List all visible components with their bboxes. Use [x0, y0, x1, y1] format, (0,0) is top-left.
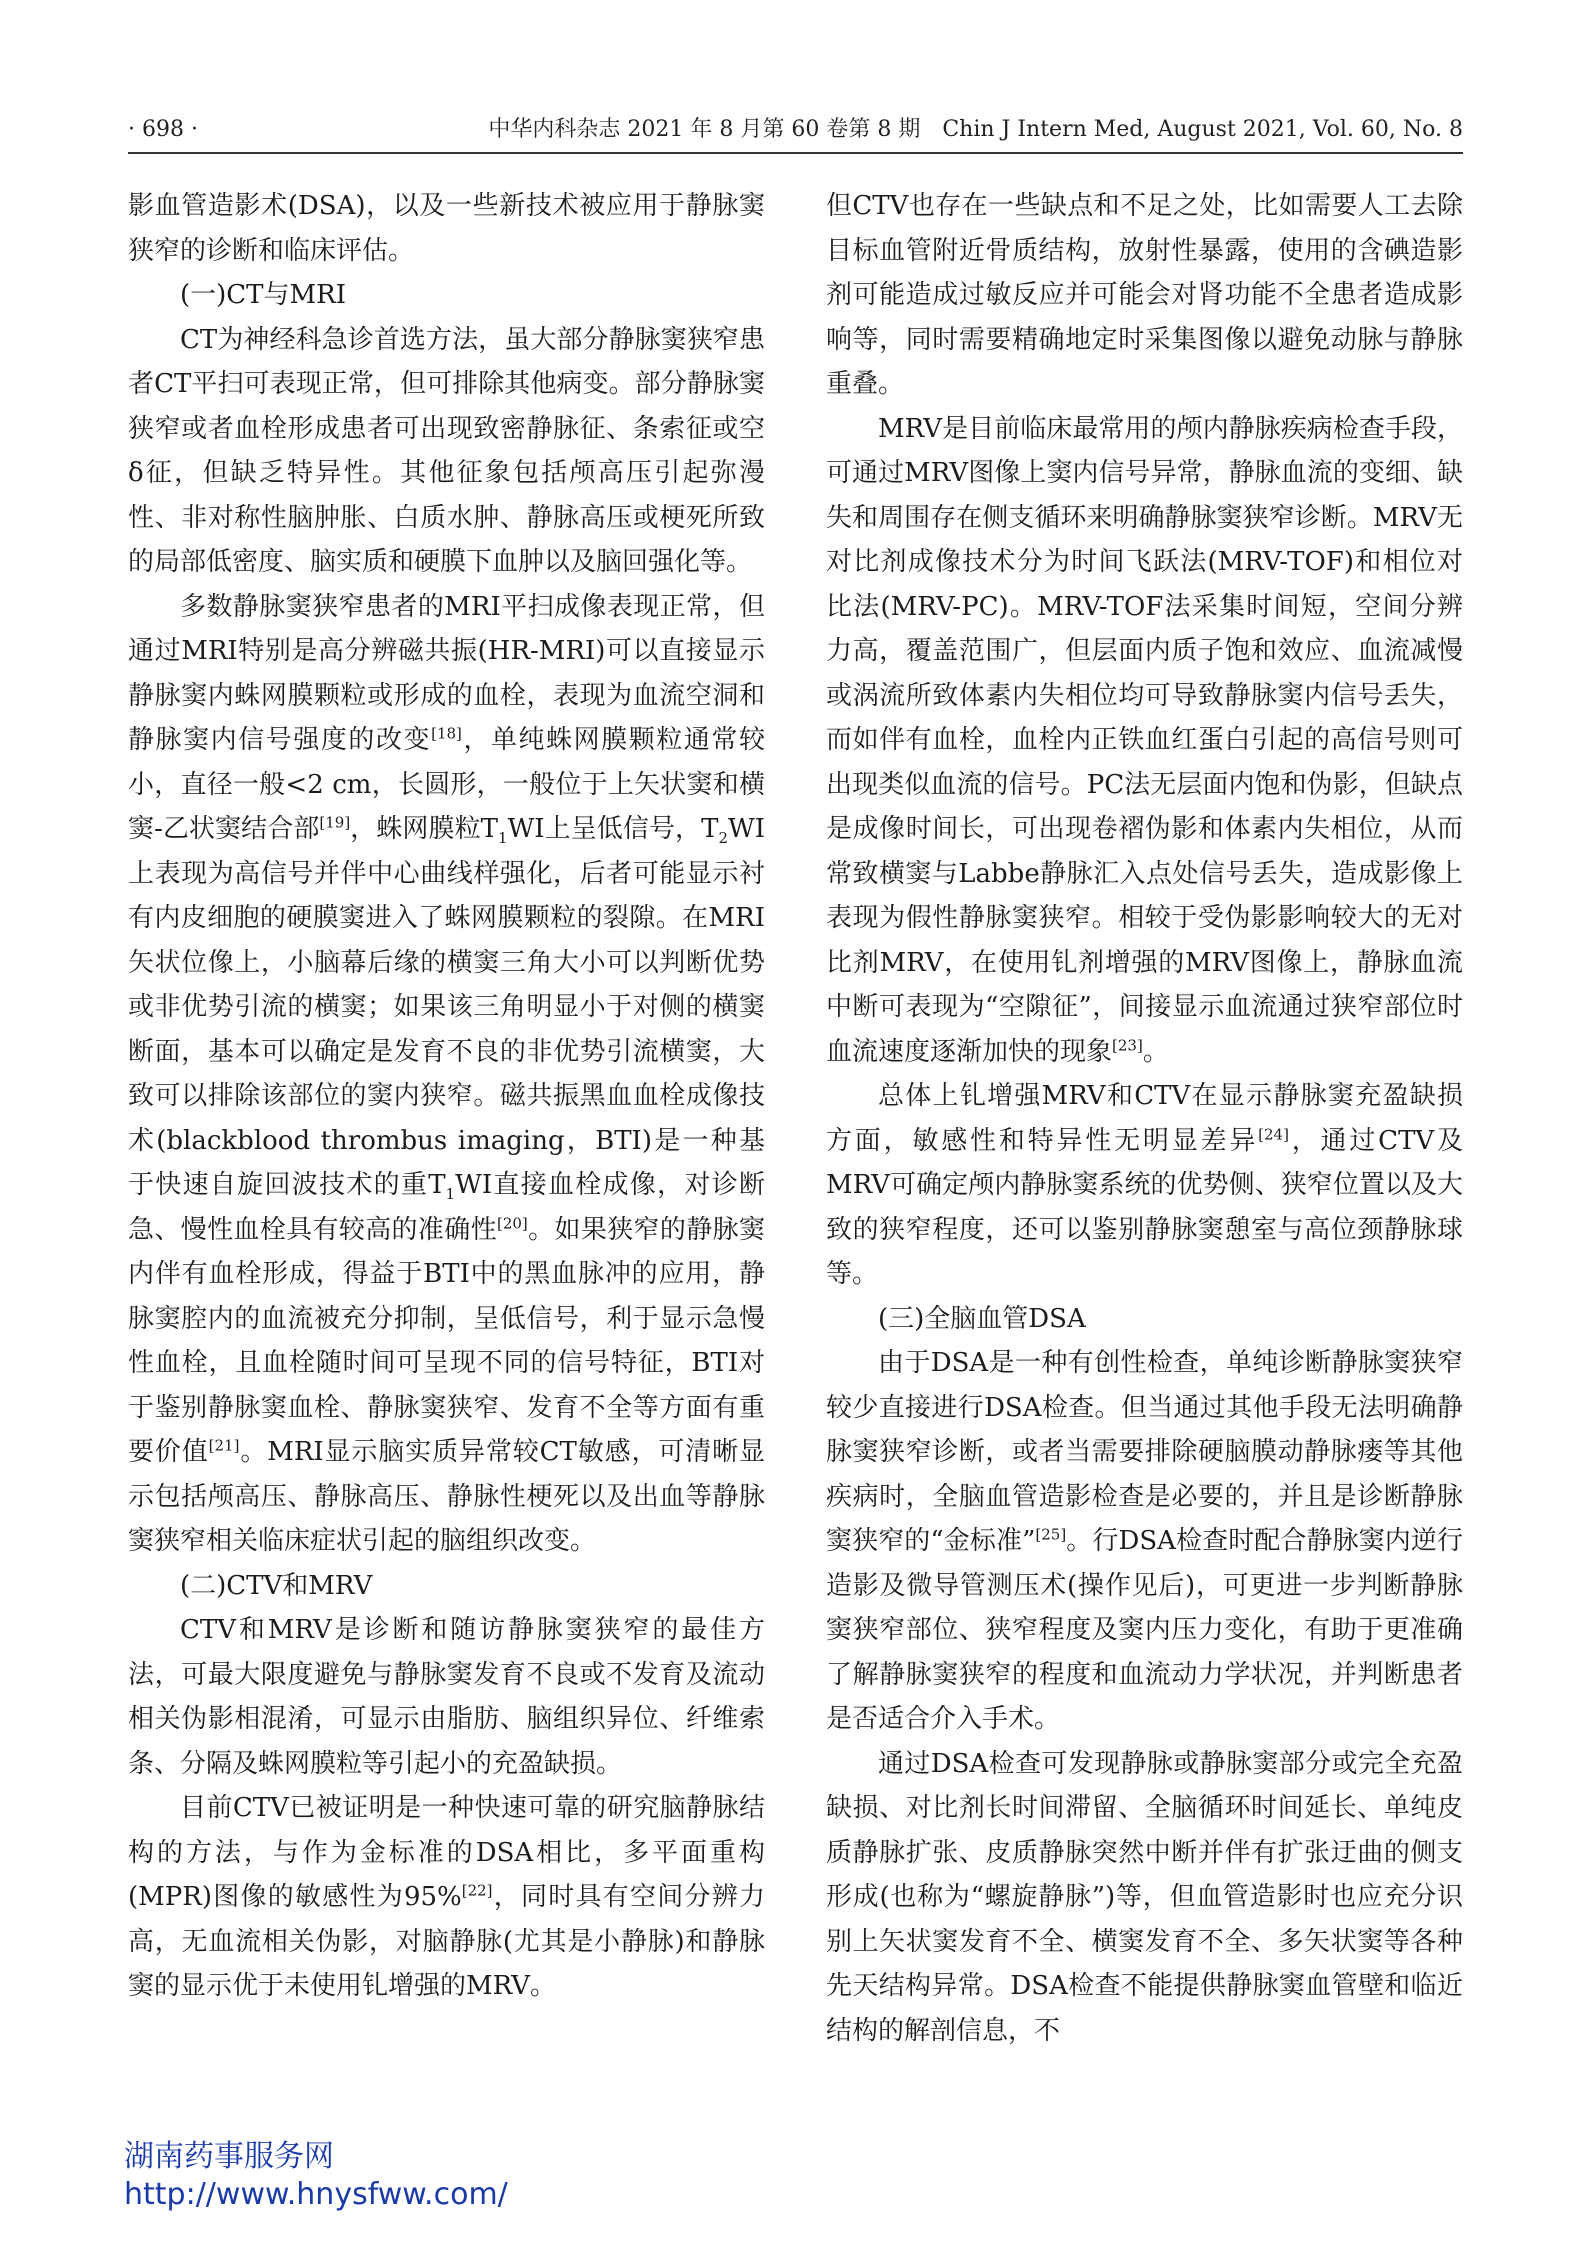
paragraph-ct: CT为神经科急诊首选方法，虽大部分静脉窦狭窄患者CT平扫可表现正常，但可排除其他病变。部分静脉窦狭窄或者血栓形成患者可出现致密静脉征、条索征或空δ征，但缺乏特异性。其他征象包括颅高压引起弥漫性、非对称性脑肿胀、白质水肿、静脉高压或梗死所致的局部低密度、脑实质和硬膜下血肿以及脑回强化等。 [128, 324, 765, 577]
paragraph-intro-continued: 影血管造影术(DSA)，以及一些新技术被应用于静脉窦狭窄的诊断和临床评估。 [128, 191, 765, 266]
citation-ref: [24] [1258, 1124, 1289, 1143]
section-heading-ct-mri: (一)CT与MRI [180, 280, 346, 310]
citation-ref: [20] [496, 1213, 528, 1232]
paragraph-summary: 总体上钆增强MRV和CTV在显示静脉窦充盈缺损方面，敏感性和特异性无明显差异[24]，通过CTV及MRV可确定颅内静脉窦系统的优势侧、狭窄位置以及大致的狭窄程度，还可以鉴别静脉窦憩室与高位颈静脉球等。 [826, 1081, 1463, 1289]
page-header [128, 112, 1463, 148]
paragraph-ctv: 目前CTV已被证明是一种快速可靠的研究脑静脉结构的方法，与作为金标准的DSA相比，多平面重构(MPR)图像的敏感性为95%[22]，同时具有空间分辨力高，无血流相关伪影，对脑静脉(尤其是小静脉)和静脉窦的显示优于未使用钆增强的MRV。 [128, 1793, 765, 2001]
citation-ref: [19] [319, 813, 351, 832]
paragraph-dsa: 由于DSA是一种有创性检查，单纯诊断静脉窦狭窄较少直接进行DSA检查。但当通过其他手段无法明确静脉窦狭窄诊断，或者当需要排除硬脑膜动静脉瘘等其他疾病时，全脑血管造影检查是必要的，并且是诊断静脉窦狭窄的“金标准”[25]。行DSA检查时配合静脉窦内逆行造影及微导管测压术(操作见后)，可更进一步判断静脉窦狭窄部位、狭窄程度及窦内压力变化，有助于更准确了解静脉窦狭窄的程度和血流动力学状况，并判断患者是否适合介入手术。 [826, 1348, 1463, 1734]
paragraph-ctv-continued: 但CTV也存在一些缺点和不足之处，比如需要人工去除目标血管附近骨质结构，放射性暴露，使用的含碘造影剂可能造成过敏反应并可能会对肾功能不全患者造成影响等，同时需要精确地定时采集图像以避免动脉与静脉重叠。 [826, 191, 1463, 399]
page-number: · 698 · [128, 117, 198, 142]
section-heading-dsa: (三)全脑血管DSA [878, 1303, 1086, 1334]
paragraph-mrv: MRV是目前临床最常用的颅内静脉疾病检查手段，可通过MRV图像上窦内信号异常，静脉血流的变细、缺失和周围存在侧支循环来明确静脉窦狭窄诊断。MRV无对比剂成像技术分为时间飞跃法(MRV-TOF)和相位对比法(MRV-PC)。MRV-TOF法采集时间短，空间分辨力高，覆盖范围广，但层面内质子饱和效应、血流减慢或涡流所致体素内失相位均可导致静脉窦内信号丢失，而如伴有血栓，血栓内正铁血红蛋白引起的高信号则可出现类似血流的信号。PC法无层面内饱和伪影，但缺点是成像时间长，可出现卷褶伪影和体素内失相位，从而常致横窦与Labbe静脉汇入点处信号丢失，造成影像上表现为假性静脉窦狭窄。相较于受伪影影响较大的无对比剂MRV，在使用钆剂增强的MRV图像上，静脉血流中断可表现为“空隙征”，间接显示血流通过狭窄部位时血流速度逐渐加快的现象[23]。 [826, 413, 1463, 1067]
watermark-site-name: 湖南药事服务网 [124, 2139, 334, 2174]
right-column [826, 184, 1463, 2053]
header-rule [128, 152, 1463, 154]
citation-ref: [18] [431, 724, 462, 743]
citation-ref: [23] [1112, 1035, 1143, 1054]
section-heading-ctv-mrv: (二)CTV和MRV [180, 1570, 373, 1601]
paragraph-ctv-mrv: CTV和MRV是诊断和随访静脉窦狭窄的最佳方法，可最大限度避免与静脉窦发育不良或不发育及流动相关伪影相混淆，可显示由脂肪、脑组织异位、纤维索条、分隔及蛛网膜粒等引起小的充盈缺损。 [128, 1615, 765, 1779]
paragraph-dsa-findings: 通过DSA检查可发现静脉或静脉窦部分或完全充盈缺损、对比剂长时间滞留、全脑循环时间延长、单纯皮质静脉扩张、皮质静脉突然中断并伴有扩张迂曲的侧支形成(也称为“螺旋静脉”)等，但血管造影时也应充分识别上矢状窦发育不全、横窦发育不全、多矢状窦等各种先天结构异常。DSA检查不能提供静脉窦血管壁和临近结构的解剖信息，不 [826, 1748, 1463, 2046]
citation-ref: [25] [1035, 1525, 1067, 1544]
citation-ref: [21] [208, 1436, 240, 1455]
left-column [128, 184, 765, 2009]
paragraph-mri: 多数静脉窦狭窄患者的MRI平扫成像表现正常，但通过MRI特别是高分辨磁共振(HR-MRI)可以直接显示静脉窦内蛛网膜颗粒或形成的血栓，表现为血流空洞和静脉窦内信号强度的改变[18]，单纯蛛网膜颗粒通常较小，直径一般<2 cm，长圆形，一般位于上矢状窦和横窦-乙状窦结合部[19]，蛛网膜粒$T_1WI$上呈低信号，$T_2WI$上表现为高信号并伴中心曲线样强化，后者可能显示衬有内皮细胞的硬膜窦进入了蛛网膜颗粒的裂隙。在MRI矢状位像上，小脑幕后缘的横窦三角大小可以判断优势或非优势引流的横窦；如果该三角明显小于对侧的横窦断面，基本可以确定是发育不良的非优势引流横窦，大致可以排除该部位的窦内狭窄。磁共振黑血血栓成像技术(blackblood thrombus imaging，BTI)是一种基于快速自旋回波技术的重$T_1WI$直接血栓成像，对诊断急、慢性血栓具有较高的准确性[20]。如果狭窄的静脉窦内伴有血栓形成，得益于BTI中的黑血脉冲的应用，静脉窦腔内的血流被充分抑制，呈低信号，利于显示急慢性血栓，且血栓随时间可呈现不同的信号特征，BTI对于鉴别静脉窦血栓、静脉窦狭窄、发育不全等方面有重要价值[21]。MRI显示脑实质异常较CT敏感，可清晰显示包括颅高压、静脉高压、静脉性梗死以及出血等静脉窦狭窄相关临床症状引起的脑组织改变。 [128, 591, 765, 1556]
journal-citation: 中华内科杂志 2021 年 8 月第 60 卷第 8 期 Chin J Intern Med, August 2021, Vol. 60, No. 8 [488, 117, 1463, 142]
citation-ref: [22] [461, 1881, 493, 1900]
watermark-url-link[interactable]: http://www.hnysfww.com/ [124, 2177, 508, 2212]
watermark [124, 2138, 508, 2214]
